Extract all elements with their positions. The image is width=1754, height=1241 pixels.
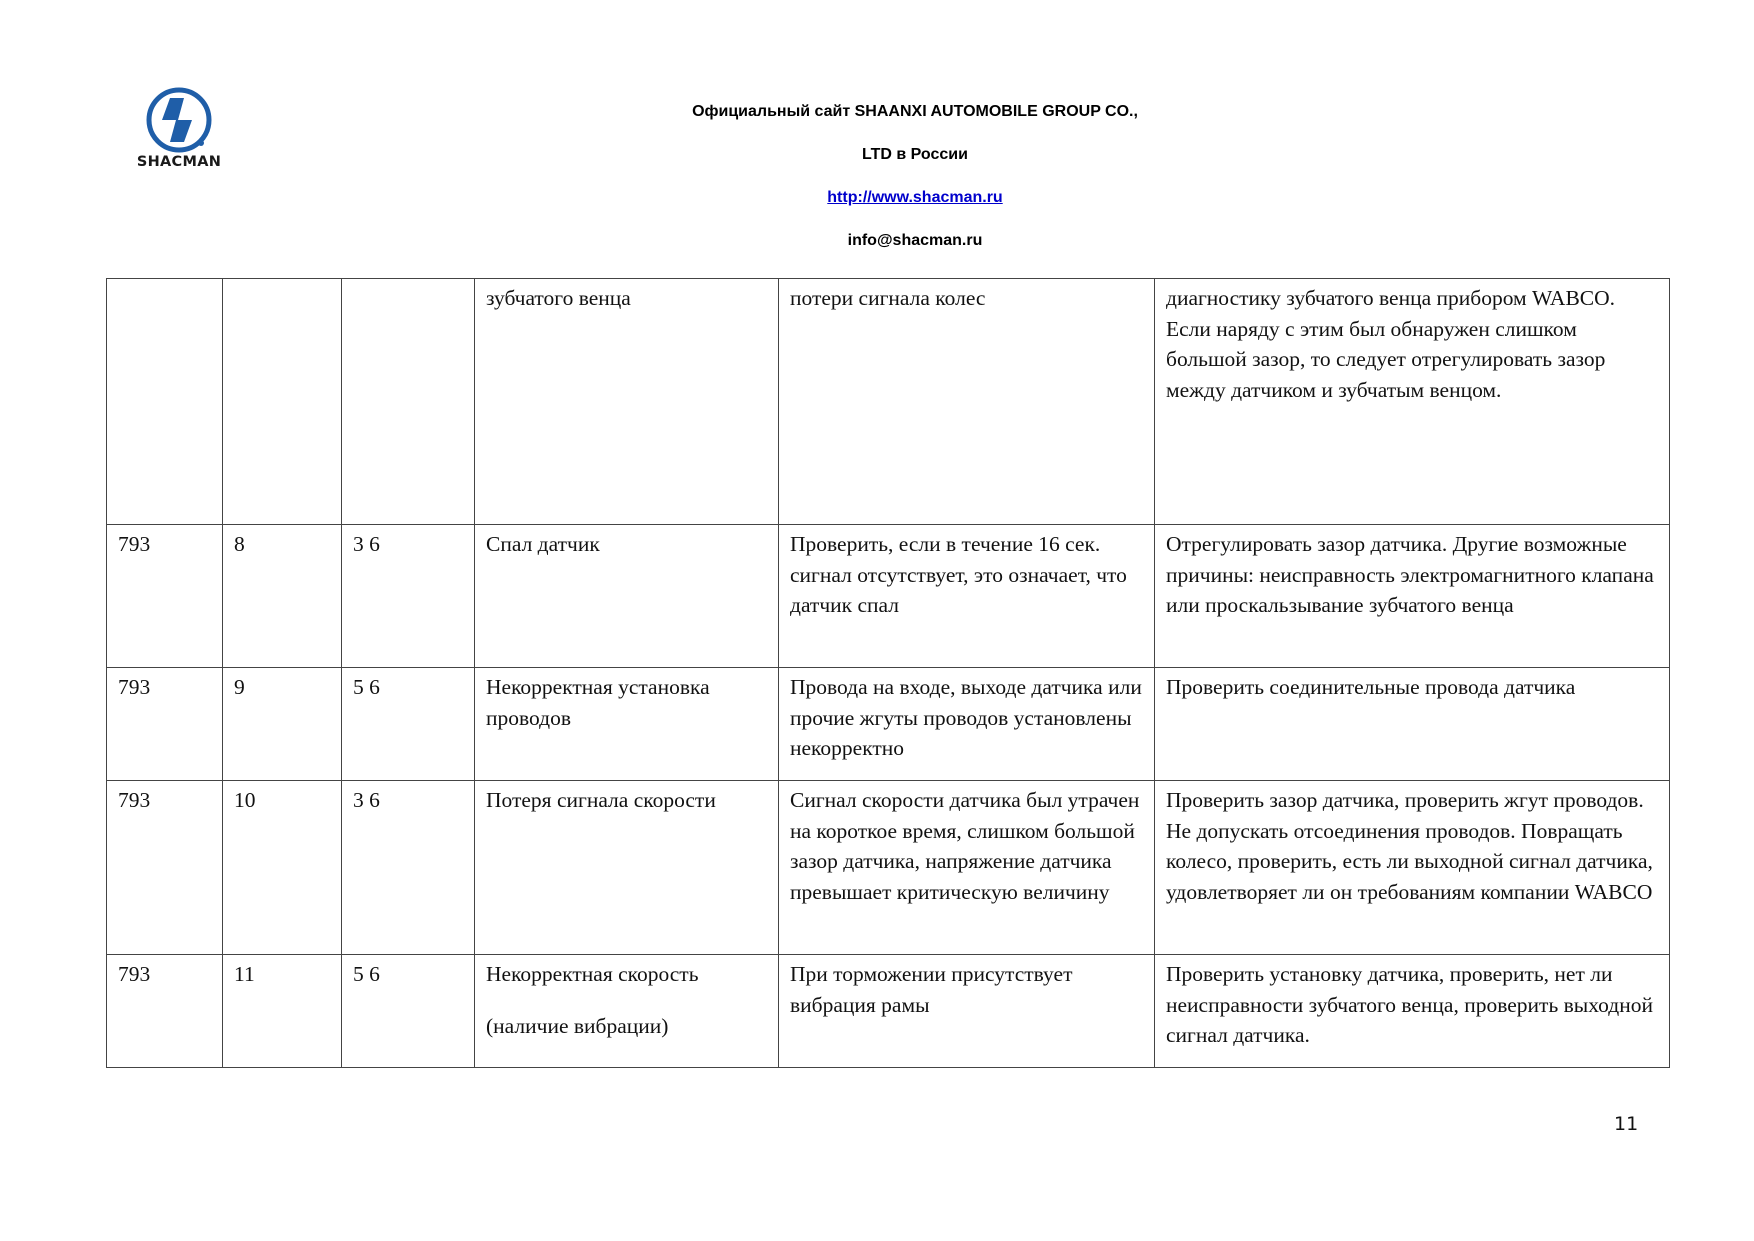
- cell-remedy: диагностику зубчатого венца прибором WABCO. Если наряду с этим был обнаружен слишком большой зазор, то следует отрегулировать зазор между датчиком и зубчатым венцом.: [1155, 279, 1670, 525]
- document-header: [600, 100, 1230, 272]
- cell-cause: потери сигнала колес: [779, 279, 1155, 525]
- shacman-logo-icon: [126, 84, 232, 156]
- cell-cause: При торможении присутствует вибрация рамы: [779, 955, 1155, 1068]
- cell-subcode: [223, 279, 342, 525]
- fault-text: Некорректная скорость: [486, 962, 699, 986]
- header-company-line1: Официальный сайт SHAANXI AUTOMOBILE GROUP CO.,: [692, 103, 1138, 120]
- table-row: [107, 668, 1670, 781]
- cell-subcode: 10: [223, 781, 342, 955]
- fault-codes-table: [106, 278, 1670, 1068]
- header-email: info@shacman.ru: [847, 232, 983, 249]
- cell-fault: Спал датчик: [475, 525, 779, 668]
- table-row: [107, 279, 1670, 525]
- cell-code: 793: [107, 668, 223, 781]
- cell-fault: [475, 955, 779, 1068]
- cell-flash: 3 6: [342, 781, 475, 955]
- cell-subcode: 11: [223, 955, 342, 1068]
- cell-cause: Сигнал скорости датчика был утрачен на короткое время, слишком большой зазор датчика, напряжение датчика превышает критическую величину: [779, 781, 1155, 955]
- cell-remedy: Проверить зазор датчика, проверить жгут проводов. Не допускать отсоединения проводов. Повращать колесо, проверить, есть ли выходной сигнал датчика, удовлетворяет ли он требованиям компании WABCO: [1155, 781, 1670, 955]
- cell-code: [107, 279, 223, 525]
- cell-subcode: 9: [223, 668, 342, 781]
- cell-flash: 5 6: [342, 955, 475, 1068]
- table-row: [107, 525, 1670, 668]
- cell-flash: 3 6: [342, 525, 475, 668]
- cell-fault: Некорректная установка проводов: [475, 668, 779, 781]
- fault-note: (наличие вибрации): [486, 1013, 669, 1038]
- cell-remedy: Отрегулировать зазор датчика. Другие возможные причины: неисправность электромагнитного клапана или проскальзывание зубчатого венца: [1155, 525, 1670, 668]
- cell-remedy: Проверить установку датчика, проверить, нет ли неисправности зубчатого венца, проверить выходной сигнал датчика.: [1155, 955, 1670, 1068]
- cell-flash: [342, 279, 475, 525]
- cell-subcode: 8: [223, 525, 342, 668]
- page-number: 11: [1614, 1113, 1639, 1135]
- table-row: [107, 781, 1670, 955]
- cell-code: 793: [107, 781, 223, 955]
- logo-brand-text: SHACMAN: [136, 154, 222, 170]
- cell-code: 793: [107, 525, 223, 668]
- cell-code: 793: [107, 955, 223, 1068]
- header-company-line2: LTD в России: [862, 146, 968, 163]
- table-row: [107, 955, 1670, 1068]
- cell-flash: 5 6: [342, 668, 475, 781]
- cell-remedy: Проверить соединительные провода датчика: [1155, 668, 1670, 781]
- cell-cause: Провода на входе, выходе датчика или прочие жгуты проводов установлены некорректно: [779, 668, 1155, 781]
- cell-fault: зубчатого венца: [475, 279, 779, 525]
- website-link[interactable]: http://www.shacman.ru: [827, 189, 1003, 206]
- cell-cause: Проверить, если в течение 16 сек. сигнал отсутствует, это означает, что датчик спал: [779, 525, 1155, 668]
- cell-fault: Потеря сигнала скорости: [475, 781, 779, 955]
